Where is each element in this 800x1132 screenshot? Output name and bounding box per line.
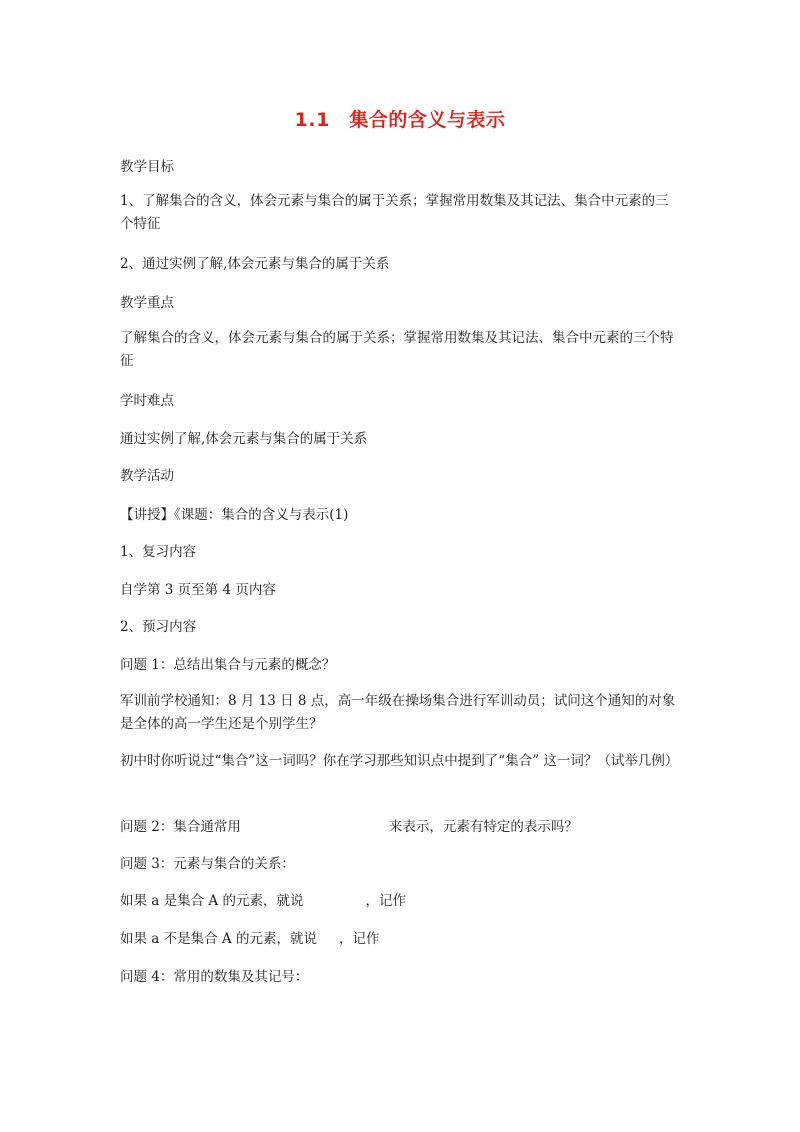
- heading-teaching-activities: 教学活动: [120, 468, 174, 484]
- paragraph-self-study: 自学第 3 页至第 4 页内容: [120, 582, 276, 598]
- paragraph-middle-school-question: 初中时你听说过“集合”这一词吗？你在学习那些知识点中提到了“集合” 这一词？（试举几例）: [120, 753, 679, 769]
- paragraph-goal-2: 2、通过实例了解,体会元素与集合的属于关系: [120, 256, 390, 272]
- paragraph-element-not-belongs: [120, 928, 680, 950]
- question-2-start: 问题 2：集合通常用: [120, 819, 241, 835]
- paragraph-lecture-topic: 【讲授】《课题：集合的含义与表示(1): [120, 507, 349, 523]
- paragraph-military-training: 军训前学校通知：8 月 13 日 8 点，高一年级在操场集合进行军训动员；试问这个通知的对象是全体的高一学生还是个别学生？: [120, 693, 676, 732]
- paragraph-question-1: 问题 1：总结出集合与元素的概念？: [120, 657, 336, 673]
- heading-difficulties: 学时难点: [120, 393, 174, 409]
- element-belongs-start: 如果 a 是集合 A 的元素，就说: [120, 893, 304, 909]
- element-not-belongs-start: 如果 a 不是集合 A 的元素，就说: [120, 931, 317, 947]
- heading-teaching-goals: 教学目标: [120, 159, 174, 175]
- paragraph-goal-1: 1、了解集合的含义，体会元素与集合的属于关系；掌握常用数集及其记法、集合中元素的三个特征: [120, 193, 669, 232]
- element-not-belongs-end: ，记作: [338, 931, 380, 947]
- paragraph-question-3: 问题 3：元素与集合的关系：: [120, 856, 295, 872]
- heading-review: 1、复习内容: [120, 544, 197, 560]
- question-2-end: 来表示，元素有特定的表示吗？: [388, 819, 578, 835]
- paragraph-question-4: 问题 4：常用的数集及其记号：: [120, 969, 309, 985]
- document-title: 1.1 集合的含义与表示: [294, 109, 506, 131]
- paragraph-element-belongs: [120, 890, 680, 912]
- element-belongs-end: ，记作: [365, 893, 406, 909]
- paragraph-difficulties: 通过实例了解,体会元素与集合的属于关系: [120, 431, 368, 447]
- paragraph-question-2: [120, 816, 680, 838]
- heading-key-points: 教学重点: [120, 295, 174, 311]
- paragraph-key-points: 了解集合的含义，体会元素与集合的属于关系；掌握常用数集及其记法、集合中元素的三个特征: [120, 330, 674, 369]
- heading-preview: 2、预习内容: [120, 619, 197, 635]
